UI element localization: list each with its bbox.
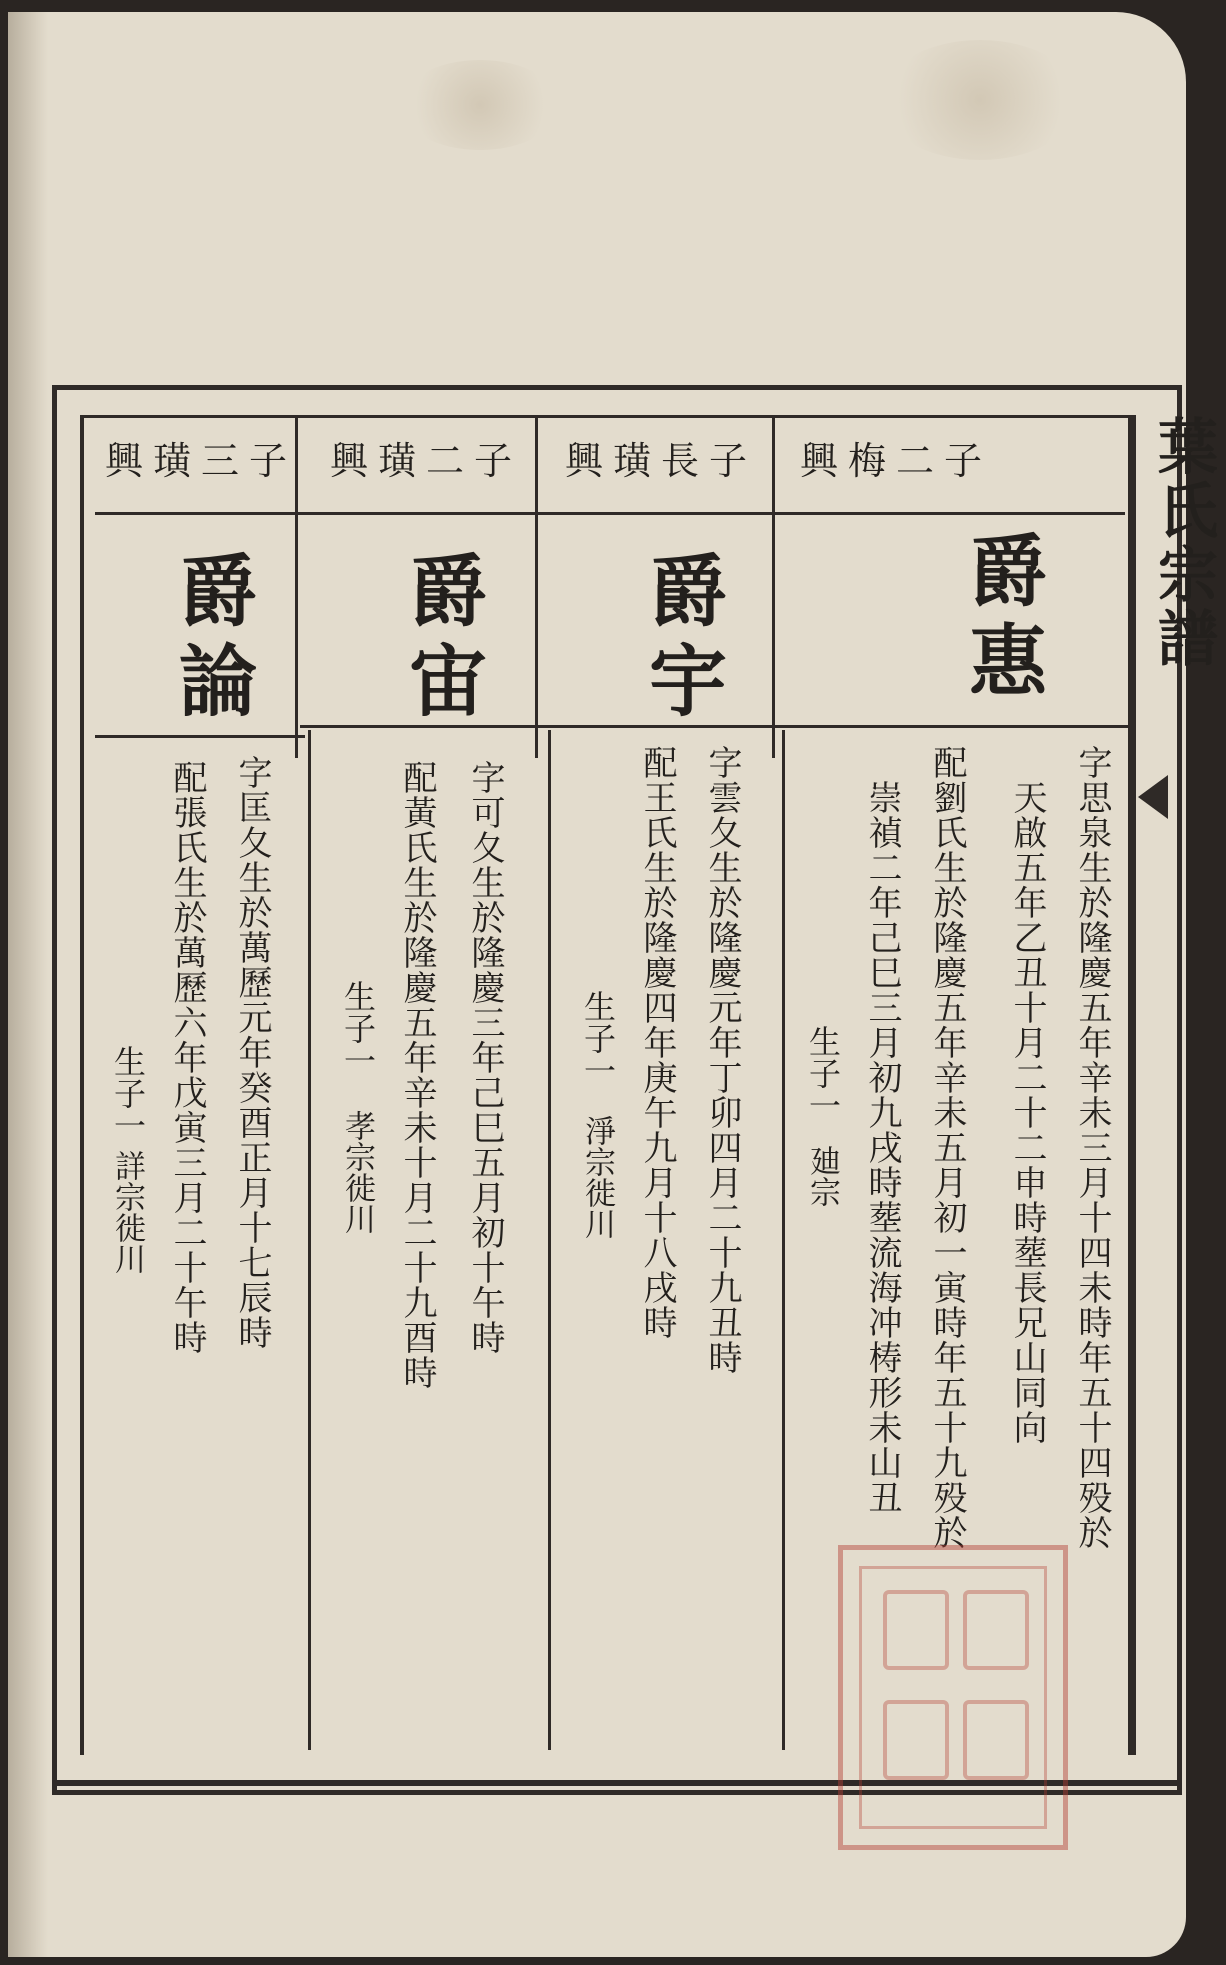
page-gutter: [8, 12, 48, 1957]
lineage-note: 詳宗徙川: [109, 1150, 145, 1274]
left-inner-rule: [80, 415, 84, 1755]
bio-line: 崇禎二年己巳三月初九戌時塟流海冲梼形未山丑: [862, 780, 902, 1515]
fish-tail-mark: [1138, 775, 1168, 819]
bio-line: 字可夂生於隆慶三年己巳五月初十午時: [465, 760, 505, 1355]
bio-line: 配王氏生於隆慶四年庚午九月十八戌時: [637, 745, 677, 1340]
header-separator: [772, 418, 775, 758]
person-name: 爵論: [166, 550, 257, 730]
header-rule: [95, 512, 1125, 515]
lineage-note: 淨宗徙川: [579, 1115, 615, 1239]
bio-line: 天啟五年乙丑十月二十二申時塟長兄山同向: [1007, 780, 1047, 1445]
bio-line: 字思泉生於隆慶五年辛未三月十四未時年五十四殁於: [1072, 745, 1112, 1550]
person-name: 爵宇: [636, 550, 727, 730]
paper-stain: [400, 60, 560, 150]
children-count: 生子一: [804, 1025, 842, 1121]
column-separator: [548, 730, 551, 1750]
right-margin-rule: [1128, 415, 1136, 1755]
column-header: 興璜長子: [565, 439, 758, 483]
bio-line: 配黃氏生於隆慶五年辛未十月二十九酉時: [397, 760, 437, 1390]
bio-line: 配劉氏生於隆慶五年辛未五月初一寅時年五十九殁於: [927, 745, 967, 1550]
header-separator: [535, 418, 538, 758]
lineage-note: 孝宗徙川: [339, 1110, 375, 1234]
edge-title: 葉氏宗譜: [1148, 415, 1218, 671]
name-rule: [95, 735, 305, 738]
bio-line: 配張氏生於萬歷六年戊寅三月二十午時: [167, 760, 207, 1355]
paper-stain: [880, 40, 1080, 160]
column-separator: [308, 730, 311, 1750]
column-header: 興璜二子: [330, 439, 523, 483]
children-count: 生子一: [109, 1045, 147, 1141]
lineage-note: 廸宗: [804, 1145, 840, 1207]
column-header: 興璜三子: [105, 439, 298, 483]
children-count: 生子一: [339, 980, 377, 1076]
bio-line: 字雲夂生於隆慶元年丁卯四月二十九丑時: [702, 745, 742, 1375]
bio-line: 字匡夂生於萬歷元年癸酉正月十七辰時: [232, 755, 272, 1350]
person-name: 爵宙: [396, 550, 487, 730]
person-name: 爵惠: [956, 530, 1047, 710]
column-header: 興梅二子: [800, 439, 993, 483]
children-count: 生子一: [579, 990, 617, 1086]
column-separator: [782, 730, 785, 1750]
top-inner-rule: [80, 415, 1130, 418]
library-seal: [838, 1545, 1068, 1850]
